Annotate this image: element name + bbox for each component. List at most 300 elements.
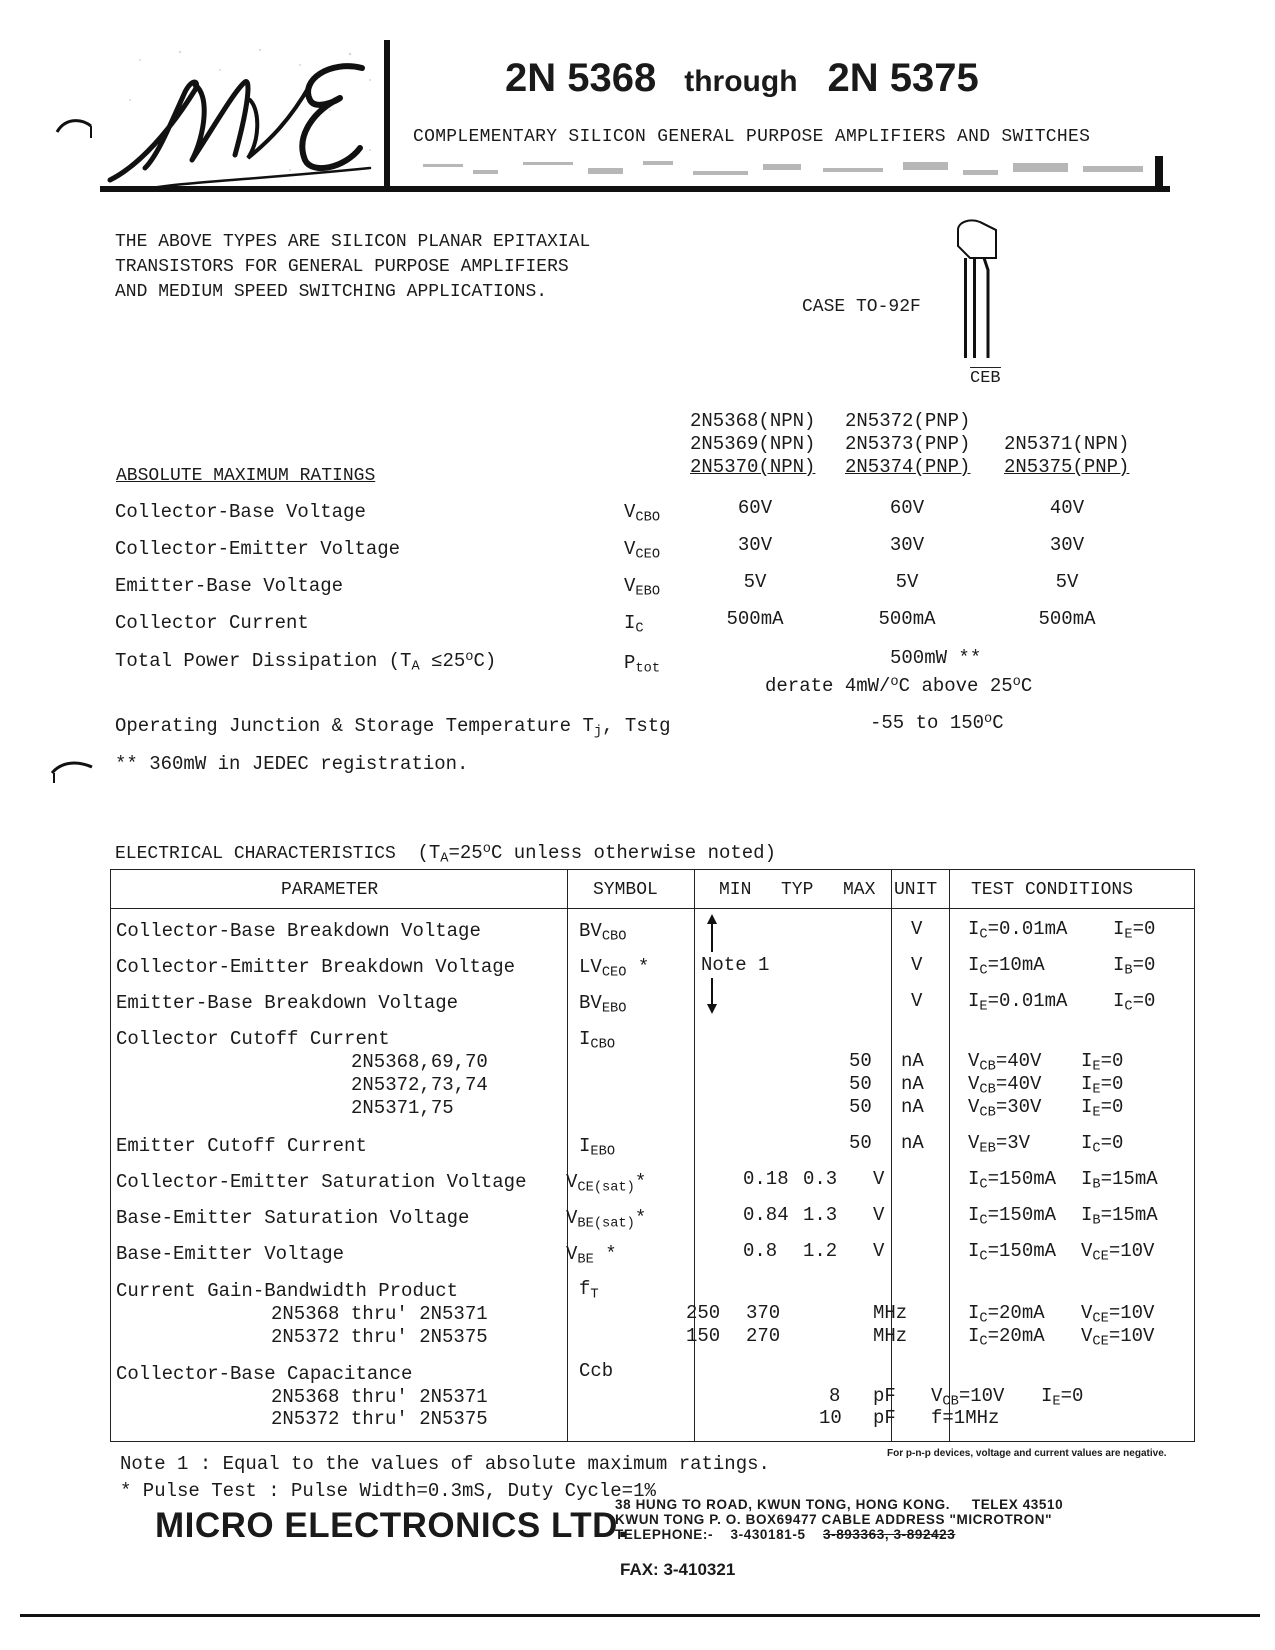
text: I xyxy=(968,1168,980,1190)
header-parameter: PARAMETER xyxy=(281,880,379,900)
test-cond-2 xyxy=(1081,1240,1154,1264)
test-cond-1 xyxy=(968,1096,1041,1120)
col-divider xyxy=(567,870,568,1441)
text: I xyxy=(1081,1073,1093,1095)
text: CB xyxy=(979,1105,996,1121)
logo-svg xyxy=(100,40,390,192)
text: A xyxy=(411,659,420,675)
rating-value: 60V xyxy=(737,497,773,519)
text: C xyxy=(1020,675,1033,698)
rating-symbol xyxy=(624,538,660,562)
device-group-1 xyxy=(690,410,815,479)
text: I xyxy=(968,1240,980,1262)
param-cell: Emitter-Base Breakdown Voltage xyxy=(116,992,459,1014)
text: I xyxy=(968,990,980,1012)
bottom-rule xyxy=(20,1614,1260,1617)
param-cell: Base-Emitter Saturation Voltage xyxy=(116,1207,470,1229)
text: =40V xyxy=(995,1050,1042,1072)
mark-svg xyxy=(50,755,95,785)
text: =15mA xyxy=(1100,1168,1158,1190)
param-cell: Collector-Base Breakdown Voltage xyxy=(116,920,481,942)
test-cond-2 xyxy=(1081,1325,1154,1349)
sym-star: * xyxy=(626,956,650,978)
sym-main: V xyxy=(624,538,636,560)
rating-value: 500mA xyxy=(1038,608,1096,630)
text: 38 HUNG TO ROAD, KWUN TONG, HONG KONG. xyxy=(615,1497,951,1512)
intro-line: TRANSISTORS FOR GENERAL PURPOSE AMPLIFIERS xyxy=(115,257,569,277)
unit-cell: V xyxy=(873,1168,885,1190)
rating-value: 5V xyxy=(895,571,919,593)
text: I xyxy=(1113,954,1125,976)
text: =30V xyxy=(995,1096,1042,1118)
symbol-cell xyxy=(579,992,626,1016)
text: =3V xyxy=(995,1132,1031,1154)
transistor-svg xyxy=(950,218,1010,368)
rating-param: Collector-Emitter Voltage xyxy=(115,538,401,560)
header-symbol: SYMBOL xyxy=(593,880,658,900)
col-divider xyxy=(694,870,695,1441)
text: V xyxy=(1081,1240,1093,1262)
device-name: 2N5370(NPN) xyxy=(690,456,816,478)
rating-value: 30V xyxy=(889,534,925,556)
text: V xyxy=(1081,1325,1093,1347)
title-part-start: 2N 5368 xyxy=(505,56,657,100)
text: EB xyxy=(979,1141,996,1157)
max-cell: 10 xyxy=(819,1407,842,1429)
text: I xyxy=(1113,990,1125,1012)
device-subrow: 2N5371,75 xyxy=(351,1097,454,1119)
sym-sub: T xyxy=(590,1287,599,1303)
company-address xyxy=(615,1497,1063,1542)
text: (T xyxy=(417,842,441,865)
sym-sub: EBO xyxy=(601,1001,627,1017)
text: =0 xyxy=(1132,954,1156,976)
text: TELEX 43510 xyxy=(971,1497,1064,1512)
max-cell: 1.2 xyxy=(803,1240,838,1262)
document-title xyxy=(505,56,979,101)
text: V xyxy=(968,1132,980,1154)
text: I xyxy=(1081,1096,1093,1118)
text: E xyxy=(979,999,988,1015)
test-cond-1: f=1MHz xyxy=(931,1407,1000,1429)
text: o xyxy=(465,650,474,665)
title-part-end: 2N 5375 xyxy=(827,56,979,100)
unit-cell: MHz xyxy=(873,1302,908,1324)
text: V xyxy=(1081,1302,1093,1324)
jedec-note: ** 360mW in JEDEC registration. xyxy=(115,753,469,775)
sym-main: I xyxy=(579,1028,591,1050)
sym-main: V xyxy=(624,575,636,597)
rating-param: Collector Current xyxy=(115,612,309,634)
rating-value: 5V xyxy=(743,571,767,593)
symbol-cell xyxy=(579,1278,599,1302)
sym-main: V xyxy=(624,501,636,523)
text: =10V xyxy=(958,1385,1005,1407)
text: , Tstg xyxy=(602,715,671,737)
text: 3-430181-5 xyxy=(730,1527,806,1542)
param-cell: Base-Emitter Voltage xyxy=(116,1243,345,1265)
text: C xyxy=(992,712,1004,735)
header-test-conditions: TEST CONDITIONS xyxy=(971,880,1134,900)
test-cond-2 xyxy=(1081,1168,1158,1192)
sym-main: f xyxy=(579,1278,591,1300)
sym-main: V xyxy=(566,1207,578,1229)
sym-sub: EBO xyxy=(590,1144,616,1160)
sym-main: I xyxy=(624,612,636,634)
rating-value: 500mA xyxy=(726,608,784,630)
symbol-cell: Ccb xyxy=(579,1360,614,1382)
noise-svg xyxy=(413,156,1163,186)
note1-label: Note 1 xyxy=(701,954,770,976)
text: I xyxy=(968,954,980,976)
text: =20mA xyxy=(987,1325,1045,1347)
sym-main: P xyxy=(624,652,636,674)
pulse-test-note: * Pulse Test : Pulse Width=0.3mS, Duty Cycle=1% xyxy=(120,1480,656,1502)
text: =150mA xyxy=(987,1168,1057,1190)
sym-sub: BE(sat) xyxy=(577,1216,635,1232)
test-cond-2 xyxy=(1113,918,1155,942)
text: V xyxy=(968,1073,980,1095)
text: derate 4mW/ xyxy=(765,675,891,698)
company-logo xyxy=(100,40,390,192)
text: B xyxy=(1092,1213,1101,1229)
telephone-line xyxy=(615,1527,1063,1542)
company-name: MICRO ELECTRONICS LTD. xyxy=(155,1506,629,1545)
max-cell: 8 xyxy=(829,1385,841,1407)
text: I xyxy=(1081,1050,1093,1072)
text: I xyxy=(968,1325,980,1347)
sym-sub: CE(sat) xyxy=(577,1180,635,1196)
address-line-2: KWUN TONG P. O. BOX69477 CABLE ADDRESS "MICROTRON" xyxy=(615,1512,1053,1527)
test-cond-2 xyxy=(1081,1132,1123,1156)
text: =0 xyxy=(1100,1050,1124,1072)
sym-main: BV xyxy=(579,920,602,942)
sym-main: BV xyxy=(579,992,602,1014)
param-cell: Collector Cutoff Current xyxy=(116,1028,390,1050)
header-vertical-bar xyxy=(384,40,390,192)
symbol-cell xyxy=(579,1028,615,1052)
sym-sub: CEO xyxy=(635,547,661,563)
text: E xyxy=(1052,1394,1061,1410)
symbol-cell xyxy=(566,1243,617,1267)
text: TELEPHONE:- xyxy=(615,1527,714,1542)
unit-cell: pF xyxy=(873,1385,896,1407)
text: =20mA xyxy=(987,1302,1045,1324)
header-horizontal-bar xyxy=(100,186,1170,192)
device-group-3 xyxy=(1004,433,1129,479)
rating-value: 60V xyxy=(889,497,925,519)
test-cond-1 xyxy=(968,1204,1056,1228)
test-cond-2 xyxy=(1041,1385,1083,1409)
text: C xyxy=(979,963,988,979)
symbol-cell xyxy=(566,1207,646,1231)
test-cond-1 xyxy=(968,990,1067,1014)
unit-cell: V xyxy=(911,990,923,1012)
text: =0 xyxy=(1132,918,1156,940)
text: =0.01mA xyxy=(987,990,1068,1012)
device-name: 2N5374(PNP) xyxy=(845,456,971,478)
unit-cell: V xyxy=(873,1204,885,1226)
text: j xyxy=(593,724,603,740)
symbol-cell xyxy=(579,920,626,944)
device-name: 2N5375(PNP) xyxy=(1004,456,1130,478)
text: =0 xyxy=(1100,1096,1124,1118)
param-cell: Collector-Emitter Saturation Voltage xyxy=(116,1171,527,1193)
text: =10V xyxy=(1108,1240,1155,1262)
test-cond-2 xyxy=(1081,1096,1123,1120)
abs-max-ratings-title: ABSOLUTE MAXIMUM RATINGS xyxy=(116,466,376,486)
max-cell: 50 xyxy=(849,1132,872,1154)
text: =10V xyxy=(1108,1302,1155,1324)
text: C xyxy=(979,927,988,943)
temperature-value xyxy=(870,712,1004,734)
unit-cell: V xyxy=(911,918,923,940)
test-cond-1 xyxy=(968,1168,1056,1192)
sym-star: * xyxy=(593,1243,617,1265)
unit-cell: nA xyxy=(901,1132,924,1154)
text: I xyxy=(1041,1385,1053,1407)
text: =0 xyxy=(1060,1385,1084,1407)
header-noise-strip xyxy=(413,156,1163,186)
pin-labels: CEB xyxy=(970,369,1001,388)
text: ELECTRICAL CHARACTERISTICS xyxy=(115,844,396,865)
text: =10V xyxy=(1108,1325,1155,1347)
rating-value: 500mA xyxy=(878,608,936,630)
temperature-param xyxy=(115,715,671,739)
text: C xyxy=(979,1334,988,1350)
text: E xyxy=(1092,1082,1101,1098)
pnp-note: For p-n-p devices, voltage and current values are negative. xyxy=(887,1448,1167,1459)
electrical-table xyxy=(110,869,1195,1442)
rating-param: Emitter-Base Voltage xyxy=(115,575,344,597)
electrical-title xyxy=(115,842,776,867)
text: o xyxy=(890,675,899,690)
title-part-through: through xyxy=(684,65,798,98)
test-cond-1 xyxy=(968,1302,1045,1326)
sym-star: * xyxy=(634,1207,647,1229)
col-divider xyxy=(949,870,950,1441)
text: E xyxy=(1092,1059,1101,1075)
derate-note xyxy=(765,675,1032,697)
device-name: 2N5368(NPN) xyxy=(690,410,816,432)
sym-main: V xyxy=(566,1243,578,1265)
mark-svg xyxy=(55,112,95,142)
test-cond-1 xyxy=(968,918,1067,942)
text: E xyxy=(1092,1105,1101,1121)
test-cond-1 xyxy=(968,1132,1030,1156)
text: E xyxy=(1124,927,1133,943)
sym-sub: BE xyxy=(577,1252,594,1268)
param-cell: Collector-Emitter Breakdown Voltage xyxy=(116,956,516,978)
max-cell: 0.3 xyxy=(803,1168,838,1190)
param-cell: Emitter Cutoff Current xyxy=(116,1135,367,1157)
text: =150mA xyxy=(987,1240,1057,1262)
test-cond-2 xyxy=(1081,1302,1154,1326)
text: I xyxy=(1113,918,1125,940)
text: I xyxy=(1081,1132,1093,1154)
test-cond-1 xyxy=(968,1073,1041,1097)
test-cond-2 xyxy=(1113,954,1155,978)
intro-line: AND MEDIUM SPEED SWITCHING APPLICATIONS. xyxy=(115,282,548,302)
unit-cell: V xyxy=(911,954,923,976)
typ-cell: 370 xyxy=(746,1302,781,1324)
document-subtitle: COMPLEMENTARY SILICON GENERAL PURPOSE AMPLIFIERS AND SWITCHES xyxy=(413,127,1091,147)
power-value: 500mW ** xyxy=(890,647,982,669)
text: V xyxy=(968,1096,980,1118)
test-cond-1 xyxy=(968,1050,1041,1074)
text: 3-893363, 3-892423 xyxy=(822,1527,956,1542)
device-name: 2N5373(PNP) xyxy=(845,433,971,455)
device-subrow: 2N5368 thru' 2N5371 xyxy=(271,1303,488,1325)
test-cond-1 xyxy=(968,954,1045,978)
symbol-cell xyxy=(579,956,649,980)
test-cond-1 xyxy=(931,1385,1004,1409)
typ-cell: 0.18 xyxy=(743,1168,789,1190)
test-cond-2 xyxy=(1081,1050,1123,1074)
min-cell: 150 xyxy=(686,1325,721,1347)
rating-param: Collector-Base Voltage xyxy=(115,501,366,523)
text: C) xyxy=(473,650,497,673)
text: =0 xyxy=(1100,1073,1124,1095)
note1-footnote: Note 1 : Equal to the values of absolute maximum ratings. xyxy=(120,1453,770,1475)
typ-cell: 0.84 xyxy=(743,1204,789,1226)
text: C xyxy=(979,1177,988,1193)
symbol-cell xyxy=(566,1171,646,1195)
text: CE xyxy=(1092,1249,1109,1265)
power-dissipation-param xyxy=(115,650,496,675)
device-subrow: 2N5372,73,74 xyxy=(351,1074,488,1096)
scan-mark-icon xyxy=(50,755,95,790)
typ-cell: 270 xyxy=(746,1325,781,1347)
text: I xyxy=(968,918,980,940)
symbol-cell xyxy=(579,1135,615,1159)
text: =0 xyxy=(1132,990,1156,1012)
text: =10mA xyxy=(987,954,1045,976)
rating-value: 30V xyxy=(737,534,773,556)
text: T xyxy=(400,650,412,673)
max-cell: 50 xyxy=(849,1073,872,1095)
text: C xyxy=(1124,999,1133,1015)
rating-symbol xyxy=(624,575,660,599)
min-cell: 250 xyxy=(686,1302,721,1324)
device-name: 2N5372(PNP) xyxy=(845,410,971,432)
rating-value: 30V xyxy=(1049,534,1085,556)
power-symbol xyxy=(624,652,660,676)
sym-main: V xyxy=(566,1171,578,1193)
param-cell: Current Gain-Bandwidth Product xyxy=(116,1280,459,1302)
rating-symbol xyxy=(624,612,644,636)
rating-value: 40V xyxy=(1049,497,1085,519)
text: =0 xyxy=(1100,1132,1124,1154)
text: V xyxy=(931,1385,943,1407)
header-unit: UNIT xyxy=(894,880,938,900)
sym-sub: C xyxy=(635,621,644,637)
sym-sub: tot xyxy=(635,661,661,677)
intro-line: THE ABOVE TYPES ARE SILICON PLANAR EPITAXIAL xyxy=(115,232,591,252)
electrical-conditions xyxy=(417,842,776,867)
rating-symbol xyxy=(624,501,660,525)
param-cell: Collector-Base Capacitance xyxy=(116,1363,413,1385)
test-cond-1 xyxy=(968,1325,1045,1349)
device-subrow: 2N5368 thru' 2N5371 xyxy=(271,1386,488,1408)
sym-main: LV xyxy=(579,956,602,978)
max-cell: 50 xyxy=(849,1096,872,1118)
unit-cell: nA xyxy=(901,1050,924,1072)
text: C above 25 xyxy=(898,675,1013,698)
text: =15mA xyxy=(1100,1204,1158,1226)
text: I xyxy=(1081,1204,1093,1226)
rating-value: 5V xyxy=(1055,571,1079,593)
text: =150mA xyxy=(987,1204,1057,1226)
text: Operating Junction & Storage Temperature T xyxy=(115,715,594,737)
intro-text xyxy=(115,230,590,305)
header-typ: TYP xyxy=(781,880,814,900)
typ-cell: 0.8 xyxy=(743,1240,778,1262)
text: o xyxy=(1012,675,1021,690)
text: CB xyxy=(979,1082,996,1098)
text: B xyxy=(1124,963,1133,979)
unit-cell: MHz xyxy=(873,1325,908,1347)
unit-cell: pF xyxy=(873,1407,896,1429)
test-cond-2 xyxy=(1113,990,1155,1014)
text: I xyxy=(968,1204,980,1226)
unit-cell: nA xyxy=(901,1096,924,1118)
sym-sub: CBO xyxy=(635,510,661,526)
scan-mark-icon xyxy=(55,112,95,147)
header-min: MIN xyxy=(719,880,752,900)
unit-cell: V xyxy=(873,1240,885,1262)
text: -55 to 150 xyxy=(870,712,985,735)
text: =25 xyxy=(448,842,483,865)
unit-cell: nA xyxy=(901,1073,924,1095)
test-cond-1 xyxy=(968,1240,1056,1264)
text: CE xyxy=(1092,1334,1109,1350)
text: I xyxy=(1081,1168,1093,1190)
text: CB xyxy=(979,1059,996,1075)
header-max: MAX xyxy=(843,880,876,900)
max-cell: 50 xyxy=(849,1050,872,1072)
test-cond-2 xyxy=(1081,1204,1158,1228)
fax-number: FAX: 3-410321 xyxy=(620,1560,736,1579)
sym-sub: CBO xyxy=(601,929,627,945)
device-subrow: 2N5372 thru' 2N5375 xyxy=(271,1408,488,1430)
text: o xyxy=(482,842,491,857)
max-cell: 1.3 xyxy=(803,1204,838,1226)
text: CB xyxy=(942,1394,959,1410)
text: C unless otherwise noted) xyxy=(490,842,776,865)
text: C xyxy=(1092,1141,1101,1157)
device-group-2 xyxy=(845,410,970,479)
sym-star: * xyxy=(634,1171,647,1193)
device-name: 2N5371(NPN) xyxy=(1004,433,1130,455)
sym-sub: CEO xyxy=(601,965,627,981)
col-divider xyxy=(891,870,892,1441)
case-label: CASE TO-92F xyxy=(802,297,921,317)
to92-package-icon xyxy=(950,218,1010,373)
text: =0.01mA xyxy=(987,918,1068,940)
test-cond-2 xyxy=(1081,1073,1123,1097)
text: ≤25 xyxy=(419,650,466,673)
text: B xyxy=(1092,1177,1101,1193)
text: A xyxy=(440,851,449,867)
sym-sub: EBO xyxy=(635,584,661,600)
device-subrow: 2N5372 thru' 2N5375 xyxy=(271,1326,488,1348)
device-name: 2N5369(NPN) xyxy=(690,433,816,455)
text: V xyxy=(968,1050,980,1072)
sym-sub: CBO xyxy=(590,1037,616,1053)
text: C xyxy=(979,1311,988,1327)
sym-main: I xyxy=(579,1135,591,1157)
